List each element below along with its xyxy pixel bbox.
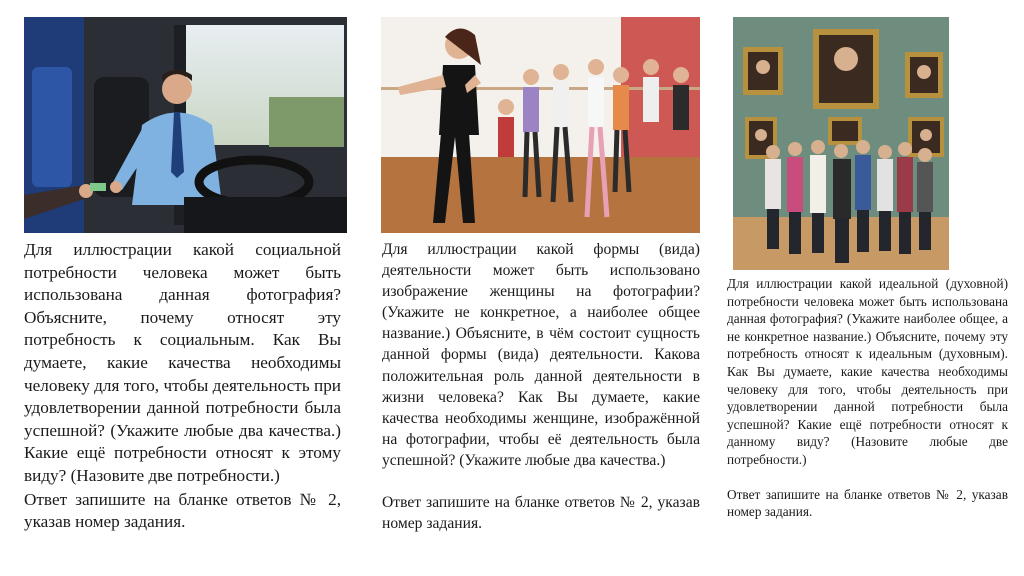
museum-illustration: [733, 17, 949, 270]
task-3-answer-instruction: Ответ запишите на бланке ответов № 2, указав номер задания.: [727, 486, 1008, 520]
task-3-question: Для иллюстрации какой идеальной (духовной) потребности человека может быть использована данная фотография? (Укажите наиболее общее, а не конкретное название.) Объясните, почему эту потребность относят к идеальным (духовным). Как Вы думаете, какие качества необходимы человеку для того, чтобы деятельность при удовлетворении данной потребности была успешной? Какие ещё потребности относят к данному виду? (Назовите любые две потребности.): [727, 276, 1008, 467]
bus-driver-illustration: [24, 17, 347, 233]
museum-children-photo: [733, 17, 949, 270]
task-3-text: [727, 275, 1008, 521]
task-1-answer-instruction: Ответ запишите на бланке ответов № 2, указав номер задания.: [24, 489, 341, 532]
task-2-answer-instruction: Ответ запишите на бланке ответов № 2, указав номер задания.: [382, 494, 700, 533]
task-1-text: [24, 239, 341, 534]
task-2-text: [382, 239, 700, 534]
dance-class-illustration: [381, 17, 700, 233]
task-2-question: Для иллюстрации какой формы (вида) деятельности может быть использовано изображение женщины на фотографии? (Укажите не конкретное, а наиболее общее название.) Объясните, в чём состоит сущность данной формы (вида) деятельности. Какова положительная роль данной деятельности в жизни человека? Как Вы думаете, какие качества необходимы женщине, изображённой на фотографии, чтобы её деятельность была успешной? (Укажите любые два качества.): [382, 241, 700, 469]
dance-teacher-photo: [381, 17, 700, 233]
bus-driver-photo: [24, 17, 347, 233]
task-1-question: Для иллюстрации какой социальной потребности человека может быть использована данная фотография? Объясните, почему относят эту потребность к социальным. Как Вы думаете, какие качества необходимы человеку для того, чтобы деятельность при удовлетворении данной потребности была успешной? (Укажите любые два качества.) Какие ещё потребности относят к этому виду? (Назовите две потребности.): [24, 240, 341, 485]
